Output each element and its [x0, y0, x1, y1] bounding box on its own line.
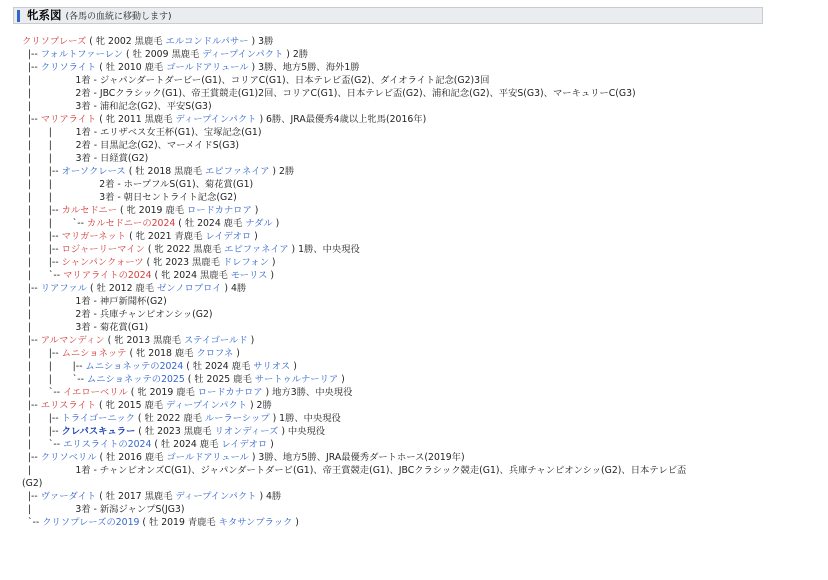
line-text: ) 1勝、中央現役 [269, 413, 341, 424]
pedigree-line [22, 413, 341, 425]
line-text: ) 3勝 [248, 36, 274, 47]
tree-connector: | [22, 465, 76, 476]
line-text: ) 中央現役 [278, 426, 326, 437]
pedigree-line [22, 348, 240, 360]
pedigree-line [22, 517, 299, 529]
line-text: ) [272, 218, 280, 229]
pedigree-line [22, 192, 237, 204]
horse-link[interactable]: ロジャーリーマイン [61, 244, 145, 255]
tree-connector: |-- [22, 452, 41, 463]
horse-link[interactable]: クレパスキュラー [61, 426, 136, 437]
line-text: 2着 - 兵庫チャンピオンシッ(G2) [75, 309, 213, 320]
line-text: ) 2勝 [269, 166, 295, 177]
tree-connector: | | `-- [22, 374, 87, 385]
line-text: 3着 - 菊花賞(G1) [75, 322, 149, 333]
pedigree-line [22, 257, 275, 269]
horse-link[interactable]: エリスライト [40, 400, 97, 411]
horse-link[interactable]: エピファネイア [224, 244, 289, 255]
pedigree-line [22, 140, 239, 152]
tree-connector: | `-- [22, 439, 64, 450]
line-text: ) [290, 361, 297, 372]
pedigree-line [22, 114, 426, 126]
horse-link[interactable]: シャンパンクォーツ [61, 257, 144, 268]
horse-link[interactable]: リアファル [40, 283, 88, 294]
line-text: ) 1勝、中央現役 [288, 244, 360, 255]
horse-link[interactable]: ゼンノロブロイ [157, 283, 222, 294]
line-text: ( 牝 2015 鹿毛 [96, 400, 167, 411]
line-text: ( 牡 2024 鹿毛 [151, 439, 222, 450]
tree-connector: | `-- [22, 270, 64, 281]
line-text: ( 牝 2002 黒鹿毛 [86, 36, 166, 47]
tree-connector: | | [22, 179, 100, 190]
line-text: ( 牡 2009 黒鹿毛 [123, 49, 203, 60]
line-text: 3着 - 朝日セントライト記念(G2) [99, 192, 237, 203]
pedigree-line [22, 205, 258, 217]
tree-connector: | [22, 75, 76, 86]
tree-connector: | |-- [22, 413, 62, 424]
horse-link[interactable]: ナダル [245, 218, 273, 229]
line-text: ) 4勝 [256, 491, 282, 502]
line-text: ) [233, 348, 240, 359]
pedigree-line [22, 283, 246, 295]
horse-link[interactable]: ゴールドアリュール [166, 62, 249, 73]
pedigree-line [22, 179, 253, 191]
tree-connector: | |-- [22, 426, 62, 437]
pedigree-line [22, 62, 360, 74]
pedigree-line [22, 36, 273, 48]
horse-link[interactable]: ロードカナロア [186, 205, 252, 216]
line-text: ( 牝 2023 黒鹿毛 [143, 257, 223, 268]
line-text: 3着 - 新潟ジャンプS(JG3) [75, 504, 185, 515]
horse-link[interactable]: ルーラーシップ [204, 413, 270, 424]
tree-connector: | | [22, 153, 76, 164]
pedigree-line [22, 322, 148, 334]
line-text: ( 牡 2022 鹿毛 [134, 413, 205, 424]
line-text: ( 牝 2019 鹿毛 [127, 387, 198, 398]
pedigree-line [22, 127, 261, 139]
line-text: ) 2勝 [247, 400, 272, 411]
line-text: 1着 - チャンピオンズC(G1)、ジャパンダートダービ(G1)、帝王賞競走(G1)、JBCクラシック競走(G1)、兵庫チャンピオンシッ(G2)、日本テレビ盃 [75, 465, 687, 476]
pedigree-line [22, 153, 148, 165]
line-text: ( 牝 2011 黒鹿毛 [96, 114, 176, 125]
line-text: ) [267, 270, 275, 281]
section-note: (各馬の血統に移動します) [65, 12, 172, 22]
line-text: ( 牡 2019 青鹿毛 [139, 517, 219, 528]
line-text: ( 牝 2021 青鹿毛 [126, 231, 206, 242]
pedigree-line [22, 439, 274, 451]
horse-link[interactable]: ステイゴールド [183, 335, 248, 346]
line-text: ( 牝 2022 黒鹿毛 [144, 244, 225, 255]
line-text: ) [268, 257, 276, 268]
line-text: ( 牡 2012 鹿毛 [87, 283, 157, 294]
horse-link[interactable]: マリアライトの2024 [63, 270, 152, 281]
horse-link[interactable]: エリスライトの2024 [63, 439, 152, 450]
line-text: ( 牡 2023 黒鹿毛 [135, 426, 215, 437]
pedigree-line [22, 270, 274, 282]
horse-link[interactable]: ムニショネッテの2024 [85, 361, 184, 372]
pedigree-line [22, 49, 308, 61]
pedigree-line [22, 426, 325, 438]
horse-link[interactable]: ムニショネッテ [61, 348, 127, 359]
line-text: ) [267, 439, 274, 450]
line-text: (G2) [22, 478, 43, 489]
tree-connector: | [22, 101, 76, 112]
tree-connector: | [22, 309, 76, 320]
horse-link[interactable]: フォルトファーレン [40, 49, 124, 60]
horse-link[interactable]: レイデオロ [205, 231, 252, 242]
tree-connector: | `-- [22, 387, 64, 398]
horse-link[interactable]: サリオス [253, 361, 291, 372]
line-text: ) 2勝 [283, 49, 309, 60]
line-text: ) 3勝、地方5勝、海外1勝 [248, 62, 360, 73]
horse-link[interactable]: マリガーネット [61, 231, 127, 242]
tree-connector: |-- [22, 62, 41, 73]
line-text: ( 牡 2010 鹿毛 [96, 62, 167, 73]
tree-connector: | |-- [22, 231, 62, 242]
tree-connector: | | [22, 140, 76, 151]
tree-connector: |-- [22, 335, 41, 346]
horse-link[interactable]: オーソクレース [61, 166, 126, 177]
horse-link[interactable]: サートゥルナーリア [254, 374, 339, 385]
pedigree-line [22, 218, 279, 230]
horse-link[interactable]: エピファネイア [205, 166, 270, 177]
line-text: 1着 - 神戸新聞杯(G2) [75, 296, 167, 307]
horse-link[interactable]: ディープインパクト [175, 114, 257, 125]
tree-connector: |-- [22, 283, 41, 294]
line-text: ) 3勝、地方5勝、JRA最優秀ダートホース(2019年) [248, 452, 465, 463]
pedigree-line [22, 88, 636, 100]
line-text: 3着 - 日経賞(G2) [75, 153, 149, 164]
pedigree-line [22, 166, 294, 178]
pedigree-line [22, 387, 352, 399]
horse-link[interactable]: ゴールドアリュール [166, 452, 249, 463]
line-text: ( 牡 2018 黒鹿毛 [125, 166, 205, 177]
line-text: ( 牡 2024 鹿毛 [183, 361, 254, 372]
tree-connector: |-- [22, 491, 41, 502]
line-text: ( 牡 2016 鹿毛 [96, 452, 167, 463]
tree-connector: |-- [22, 400, 41, 411]
line-text: ) [292, 517, 299, 528]
horse-link[interactable]: ロードカナロア [197, 387, 263, 398]
tree-connector: | [22, 504, 76, 515]
horse-link[interactable]: リオンディーズ [214, 426, 279, 437]
tree-connector: | |-- [22, 257, 62, 268]
horse-link[interactable]: クリソプレーズ [22, 36, 87, 47]
tree-connector: | |-- [22, 244, 62, 255]
horse-link[interactable]: ヴァーダイト [40, 491, 97, 502]
line-text: ) [251, 205, 259, 216]
horse-link[interactable]: レイデオロ [221, 439, 268, 450]
line-text: ) [251, 231, 258, 242]
line-text: ) 地方3勝、中央現役 [262, 387, 353, 398]
tree-connector: | | `-- [22, 218, 87, 229]
tree-connector: | | [22, 192, 100, 203]
pedigree-line [22, 361, 297, 373]
pedigree-line [22, 101, 212, 113]
line-text: ( 牝 2018 鹿毛 [126, 348, 197, 359]
pedigree-line [22, 244, 360, 256]
horse-link[interactable]: ドレフォン [222, 257, 269, 268]
horse-link[interactable]: アルマンディン [40, 335, 105, 346]
pedigree-line [22, 75, 489, 87]
horse-link[interactable]: カルセドニー [61, 205, 117, 216]
tree-connector: | [22, 88, 76, 99]
line-text: ) 6勝、JRA最優秀4歳以上牝馬(2016年) [256, 114, 427, 125]
line-text: 2着 - 目黒記念(G2)、マーメイドS(G3) [75, 140, 240, 151]
section-title: 牝系図 [27, 8, 62, 22]
horse-link[interactable]: ムニショネッテの2025 [86, 374, 185, 385]
tree-connector: |-- [22, 114, 41, 125]
pedigree-line [22, 296, 167, 308]
line-text: ( 牝 2019 鹿毛 [117, 205, 187, 216]
line-text: ) [338, 374, 345, 385]
horse-link[interactable]: ディープインパクト [202, 49, 284, 60]
pedigree-line [22, 400, 272, 412]
tree-connector: |-- [22, 49, 41, 60]
horse-link[interactable]: クリソライト [40, 62, 97, 73]
line-text: ( 牡 2017 黒鹿毛 [96, 491, 176, 502]
line-text: 2着 - ホープフルS(G1)、菊花賞(G1) [99, 179, 254, 190]
pedigree-line [22, 491, 281, 503]
pedigree-line [22, 465, 686, 477]
horse-link[interactable]: クリソプレーズの2019 [42, 517, 140, 528]
tree-connector: `-- [22, 517, 43, 528]
tree-connector: | |-- [22, 205, 62, 216]
line-text: ( 牡 2024 鹿毛 [175, 218, 246, 229]
tree-connector: | | [22, 127, 76, 138]
pedigree-line [22, 335, 254, 347]
horse-link[interactable]: トライゴーニック [61, 413, 135, 424]
line-text: ( 牝 2024 黒鹿毛 [151, 270, 231, 281]
pedigree-line [22, 478, 42, 490]
pedigree-line [22, 374, 345, 386]
tree-connector: | |-- [22, 166, 62, 177]
pedigree-line [22, 504, 184, 516]
tree-connector: | |-- [22, 348, 62, 359]
horse-link[interactable]: ディープインパクト [166, 400, 247, 411]
tree-connector: | [22, 322, 76, 333]
tree-connector: | | |-- [22, 361, 86, 372]
horse-link[interactable]: イエローベリル [63, 387, 128, 398]
line-text: ) [247, 335, 255, 346]
pedigree-line [22, 309, 213, 321]
line-text: ) 4勝 [221, 283, 247, 294]
horse-link[interactable]: クリソベリル [40, 452, 97, 463]
line-text: 2着 - JBCクラシック(G1)、帝王賞競走(G1)2回、コリアC(G1)、日本テレビ盃(G2)、浦和記念(G2)、平安S(G3)、マーキュリーC(G3) [75, 88, 636, 99]
line-text: ( 牡 2025 鹿毛 [184, 374, 255, 385]
line-text: 3着 - 浦和記念(G2)、平安S(G3) [75, 101, 212, 112]
horse-link[interactable]: モーリス [230, 270, 268, 281]
horse-link[interactable]: ディープインパクト [175, 491, 257, 502]
horse-link[interactable]: クロフネ [196, 348, 234, 359]
line-text: ( 牝 2013 黒鹿毛 [104, 335, 184, 346]
line-text: 1着 - エリザベス女王杯(G1)、宝塚記念(G1) [75, 127, 262, 138]
horse-link[interactable]: キタサンブラック [218, 517, 293, 528]
line-text: 1着 - ジャパンダートダービー(G1)、コリアC(G1)、日本テレビ盃(G2)、ダイオライト記念(G2)3回 [75, 75, 490, 86]
tree-connector: | [22, 296, 76, 307]
pedigree-line [22, 231, 258, 243]
horse-link[interactable]: エルコンドルパサー [165, 36, 249, 47]
horse-link[interactable]: マリアライト [40, 114, 97, 125]
pedigree-line [22, 452, 465, 464]
horse-link[interactable]: カルセドニーの2024 [86, 218, 176, 229]
